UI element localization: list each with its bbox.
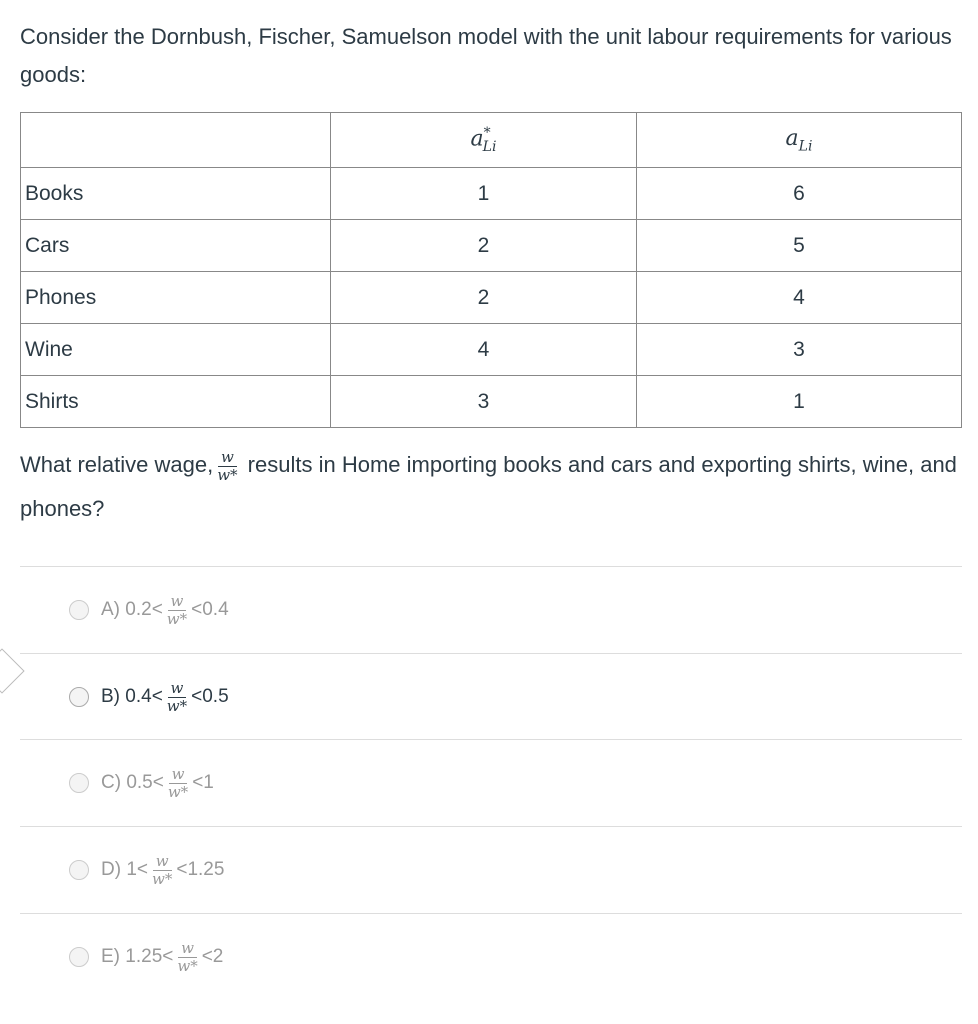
home-value: 4 xyxy=(637,272,962,324)
table-header-row xyxy=(21,113,962,168)
table-row xyxy=(21,220,962,272)
question-before: What relative wage, xyxy=(20,452,214,477)
table-row xyxy=(21,324,962,376)
answer-option-e[interactable]: E) 1.25< $\frac{w}{w*}$ <2 xyxy=(20,913,962,1000)
header-home-labour: $a_{Li}$ xyxy=(637,113,962,168)
question-text xyxy=(20,443,965,531)
answer-option-c[interactable]: C) 0.5< $\frac{w}{w*}$ <1 xyxy=(20,739,962,826)
foreign-value: 2 xyxy=(331,220,637,272)
radio-button[interactable] xyxy=(69,947,89,967)
header-foreign-labour: $a^*_{Li}$ xyxy=(331,113,637,168)
home-value: 6 xyxy=(637,168,962,220)
table-row xyxy=(21,272,962,324)
answer-option-b[interactable]: B) 0.4< $\frac{w}{w*}$ <0.5 xyxy=(20,653,962,740)
good-name: Books xyxy=(21,168,331,220)
answer-option-d[interactable]: D) 1< $\frac{w}{w*}$ <1.25 xyxy=(20,826,962,913)
table-row xyxy=(21,376,962,428)
question-after: results in Home importing books and cars and exporting shirts, wine, and phones? xyxy=(20,452,957,521)
foreign-value: 3 xyxy=(331,376,637,428)
radio-button[interactable] xyxy=(69,600,89,620)
relative-wage-fraction: $\frac{w}{w*}$ xyxy=(217,447,238,484)
question-intro: Consider the Dornbush, Fischer, Samuelson model with the unit labour requirements for various goods: xyxy=(20,24,952,87)
home-value: 5 xyxy=(637,220,962,272)
good-name: Wine xyxy=(21,324,331,376)
table-row xyxy=(21,168,962,220)
home-value: 1 xyxy=(637,376,962,428)
good-name: Cars xyxy=(21,220,331,272)
header-good xyxy=(21,113,331,168)
radio-button[interactable] xyxy=(69,687,89,707)
answer-option-a[interactable]: A) 0.2< $\frac{w}{w*}$ <0.4 xyxy=(20,566,962,653)
radio-button[interactable] xyxy=(69,860,89,880)
foreign-value: 4 xyxy=(331,324,637,376)
foreign-value: 1 xyxy=(331,168,637,220)
good-name: Phones xyxy=(21,272,331,324)
foreign-value: 2 xyxy=(331,272,637,324)
labour-requirements-table xyxy=(20,112,962,428)
good-name: Shirts xyxy=(21,376,331,428)
radio-button[interactable] xyxy=(69,773,89,793)
home-value: 3 xyxy=(637,324,962,376)
